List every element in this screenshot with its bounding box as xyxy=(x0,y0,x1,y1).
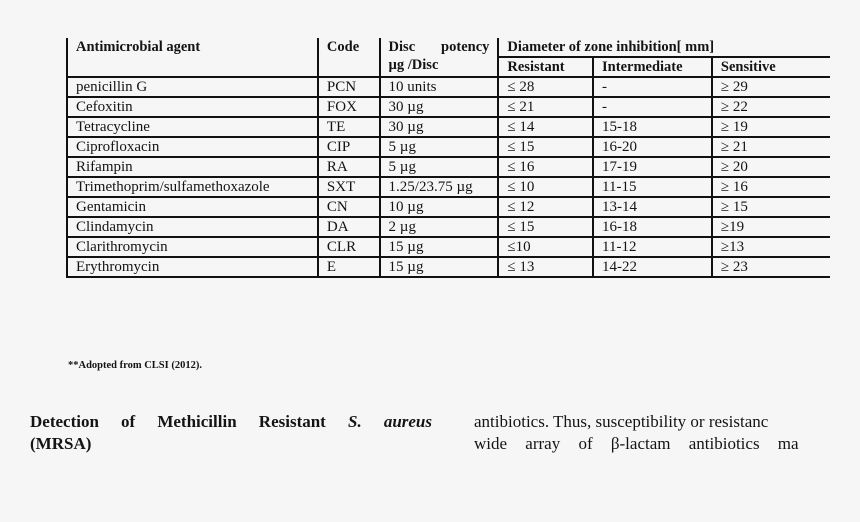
cell-sensitive: ≥13 xyxy=(712,237,830,257)
cell-code: DA xyxy=(318,217,380,237)
cell-sensitive: ≥ 23 xyxy=(712,257,830,277)
cell-intermediate: - xyxy=(593,97,712,117)
cell-sensitive: ≥ 22 xyxy=(712,97,830,117)
header-antimicrobial-agent: Antimicrobial agent xyxy=(67,38,318,77)
table-row xyxy=(67,217,830,237)
cell-sensitive: ≥ 21 xyxy=(712,137,830,157)
heading-species-italic: S. aureus xyxy=(347,412,433,431)
cell-sensitive: ≥ 20 xyxy=(712,157,830,177)
cell-sensitive: ≥19 xyxy=(712,217,830,237)
header-sensitive: Sensitive xyxy=(712,57,830,77)
cell-intermediate: 17-19 xyxy=(593,157,712,177)
header-disc-line1: Disc potency xyxy=(388,39,490,55)
cell-intermediate: 13-14 xyxy=(593,197,712,217)
table-row xyxy=(67,97,830,117)
cell-intermediate: 14-22 xyxy=(593,257,712,277)
cell-disc: 30 µg xyxy=(380,97,499,117)
section-heading-line2: (MRSA) xyxy=(30,434,92,453)
cell-agent: Erythromycin xyxy=(67,257,318,277)
table-footnote: **Adopted from CLSI (2012). xyxy=(68,360,202,371)
cell-resistant: ≤ 12 xyxy=(498,197,593,217)
zone-inhibition-table xyxy=(66,38,830,278)
header-code: Code xyxy=(318,38,380,77)
cell-resistant: ≤ 15 xyxy=(498,217,593,237)
cell-intermediate: - xyxy=(593,77,712,97)
cell-resistant: ≤ 10 xyxy=(498,177,593,197)
table-row xyxy=(67,117,830,137)
cell-agent: Ciprofloxacin xyxy=(67,137,318,157)
cell-code: FOX xyxy=(318,97,380,117)
cell-disc: 10 units xyxy=(380,77,499,97)
cell-resistant: ≤ 28 xyxy=(498,77,593,97)
cell-disc: 15 µg xyxy=(380,257,499,277)
header-intermediate: Intermediate xyxy=(593,57,712,77)
header-zone-diameter: Diameter of zone inhibition[ mm] xyxy=(498,38,830,57)
table-row xyxy=(67,257,830,277)
cell-sensitive: ≥ 19 xyxy=(712,117,830,137)
cell-intermediate: 15-18 xyxy=(593,117,712,137)
cell-disc: 15 µg xyxy=(380,237,499,257)
cell-agent: Tetracycline xyxy=(67,117,318,137)
cell-resistant: ≤ 14 xyxy=(498,117,593,137)
header-disc-potency xyxy=(380,38,499,77)
cell-code: PCN xyxy=(318,77,380,97)
cell-agent: penicillin G xyxy=(67,77,318,97)
cell-disc: 5 µg xyxy=(380,137,499,157)
body-line-1: antibiotics. Thus, susceptibility or resistanc xyxy=(474,412,769,431)
section-heading xyxy=(30,411,432,455)
table-row xyxy=(67,177,830,197)
cell-agent: Cefoxitin xyxy=(67,97,318,117)
cell-intermediate: 11-12 xyxy=(593,237,712,257)
cell-resistant: ≤ 15 xyxy=(498,137,593,157)
cell-sensitive: ≥ 29 xyxy=(712,77,830,97)
cell-resistant: ≤ 21 xyxy=(498,97,593,117)
section-heading-line1 xyxy=(30,411,432,433)
table-row xyxy=(67,237,830,257)
cell-agent: Gentamicin xyxy=(67,197,318,217)
cell-agent: Rifampin xyxy=(67,157,318,177)
cell-intermediate: 16-18 xyxy=(593,217,712,237)
cell-sensitive: ≥ 15 xyxy=(712,197,830,217)
body-paragraph xyxy=(474,411,860,455)
cell-resistant: ≤10 xyxy=(498,237,593,257)
cell-agent: Trimethoprim/sulfamethoxazole xyxy=(67,177,318,197)
cell-disc: 5 µg xyxy=(380,157,499,177)
cell-intermediate: 11-15 xyxy=(593,177,712,197)
header-row-1 xyxy=(67,38,830,57)
cell-code: E xyxy=(318,257,380,277)
cell-intermediate: 16-20 xyxy=(593,137,712,157)
body-line-2: wide array of β-lactam antibiotics ma xyxy=(474,434,799,453)
cell-code: SXT xyxy=(318,177,380,197)
cell-agent: Clarithromycin xyxy=(67,237,318,257)
cell-code: TE xyxy=(318,117,380,137)
susceptibility-table-container xyxy=(66,38,830,278)
cell-disc: 30 µg xyxy=(380,117,499,137)
cell-resistant: ≤ 16 xyxy=(498,157,593,177)
cell-disc: 2 µg xyxy=(380,217,499,237)
cell-code: CN xyxy=(318,197,380,217)
header-disc-line2: µg /Disc xyxy=(388,57,439,73)
heading-text: Detection of Methicillin Resistant xyxy=(30,412,348,431)
table-row xyxy=(67,77,830,97)
cell-disc: 1.25/23.75 µg xyxy=(380,177,499,197)
cell-resistant: ≤ 13 xyxy=(498,257,593,277)
table-row xyxy=(67,157,830,177)
cell-agent: Clindamycin xyxy=(67,217,318,237)
cell-sensitive: ≥ 16 xyxy=(712,177,830,197)
cell-code: RA xyxy=(318,157,380,177)
table-row xyxy=(67,197,830,217)
header-resistant: Resistant xyxy=(498,57,593,77)
cell-code: CLR xyxy=(318,237,380,257)
cell-disc: 10 µg xyxy=(380,197,499,217)
table-row xyxy=(67,137,830,157)
cell-code: CIP xyxy=(318,137,380,157)
